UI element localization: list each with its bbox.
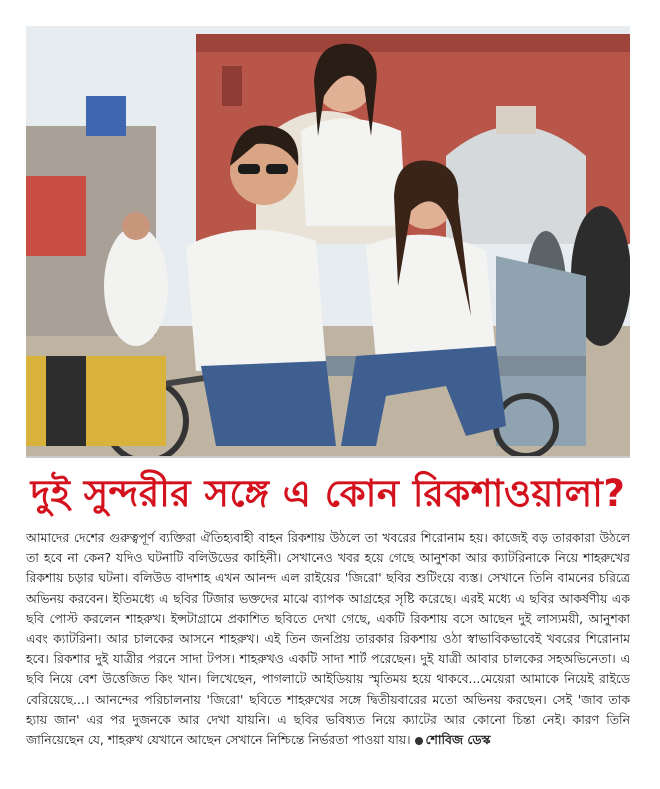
article-body [26, 528, 630, 780]
headline: দুই সুন্দরীর সঙ্গে এ কোন রিকশাওয়ালা? [30, 471, 626, 515]
article-paragraph [26, 528, 630, 750]
article-photo [26, 26, 630, 456]
byline: শোবিজ ডেস্ক [425, 732, 491, 748]
article-body-text: আমাদের দেশের গুরুত্বপূর্ণ ব্যক্তিরা ঐতিহ্যবাহী বাহন রিকশায় উঠলে তা খবরের শিরোনাম হয়। কাজেই বড় তারকারা উঠলে তা হবে না কেন? যদিও ঘটনাটি বলিউডের কাহিনী। সেখানেও খবর হয়ে গেছে আনুশকা আর ক্যাটরিনাকে নিয়ে শাহরুখের রিকশায় চড়ার ঘটনা। বলিউড বাদশাহ এখন আনন্দ এল রাইয়ের 'জিরো' ছবির শুটিংয়ে ব্যস্ত। সেখানে তিনি বামনের চরিত্রে অভিনয় করবেন। ইতিমধ্যে এ ছবির টিজার ভক্তদের মাঝে ব্যাপক আগ্রহের সৃষ্টি করেছে। এরই মধ্যে এ ছবির আকর্ষণীয় এক ছবি পোস্ট করলেন শাহরুখ। ইন্সটাগ্রামে প্রকাশিত ছবিতে দেখা গেছে, একটি রিকশায় বসে আছেন দুই লাস্যময়ী, আনুশকা এবং ক্যাটরিনা। আর চালকের আসনে শাহরুখ। এই তিন জনপ্রিয় তারকার রিকশায় ওঠা স্বাভাবিকভাবেই খবরের শিরোনাম হবে। রিকশার দুই যাত্রীর পরনে সাদা টপস। শাহরুখও একটি সাদা শার্ট পরেছেন। দুই যাত্রী আবার চালকের সহঅভিনেতা। এ ছবি নিয়ে বেশ উত্তেজিত কিং খান। লিখেছেন, পাগলাটে আইডিয়ায় স্মৃতিময় হয়ে থাকবে...মেয়েরা আমাকে নিয়েই রাইডে বেরিয়েছে...। আনন্দের পরিচালনায় 'জিরো' ছবিতে শাহরুখের সঙ্গে দ্বিতীয়বারের মতো অভিনয় করছেন। সেই 'জাব তাক হ্যায় জান' এর পর দুজনকে আর দেখা যায়নি। এ ছবির ভবিষ্যত নিয়ে ক্যাটের আর কোনো চিন্তা নেই। কারণ তিনি জানিয়েছেন যে, শাহরুখ যেখানে আছেন সেখানে নিশ্চিন্তে নির্ভরতা পাওয়া যায়। [26, 530, 630, 748]
photo-divider [26, 456, 630, 458]
byline-bullet-icon [415, 737, 423, 745]
rickshaw-photo-illustration [26, 26, 630, 456]
